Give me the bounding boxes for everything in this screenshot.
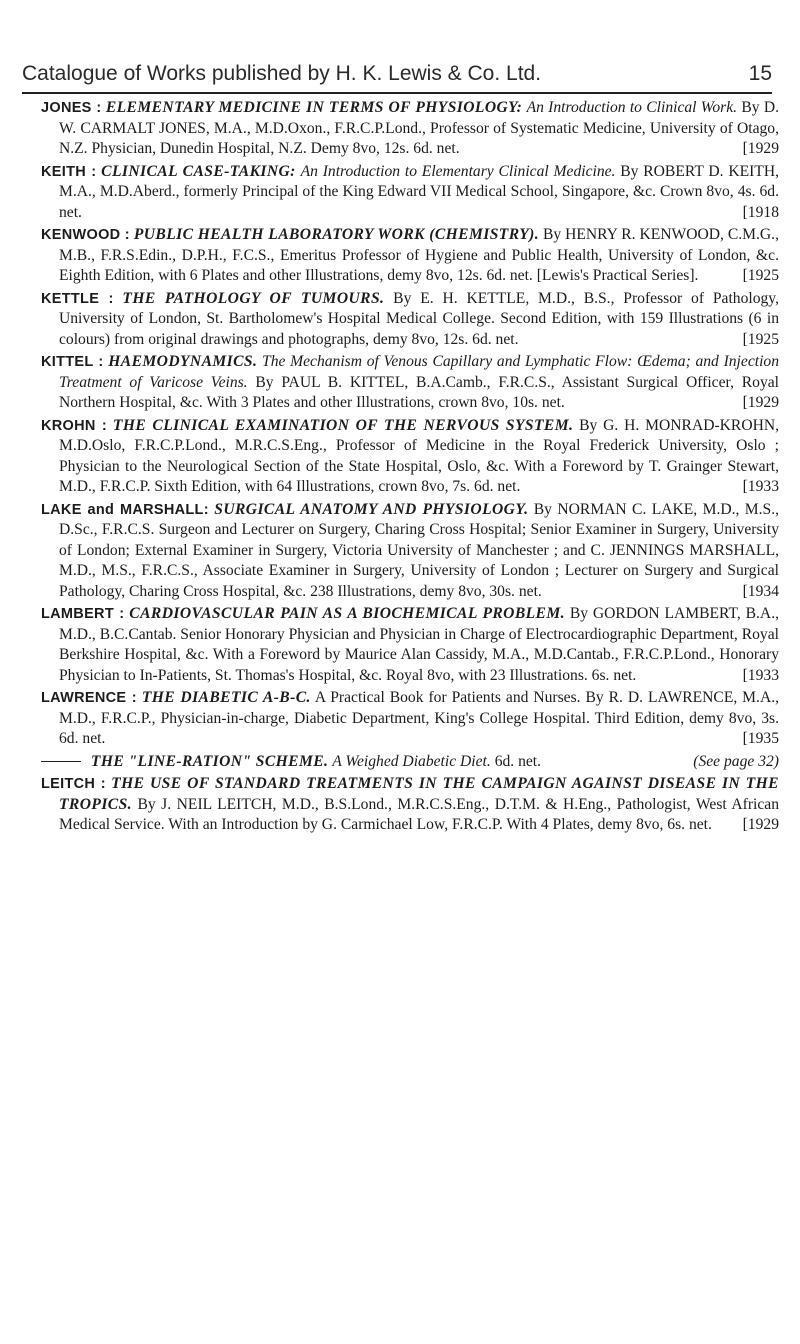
entry-body: By D. W. CARMALT JONES, M.A., M.D.Oxon., F.R.C.P.Lond., Professor of Systematic Medicine, University of Otago, N.Z. Physician, Dunedin Hospital, N.Z. Demy 8vo, 12s. 6d. net. (59, 99, 779, 157)
entry-subtitle: An Introduction to Clinical Work. (526, 99, 738, 116)
entry-title: ELEMENTARY MEDICINE IN TERMS OF PHYSIOLOGY: (105, 99, 523, 116)
entry-title: HAEMODYNAMICS. (108, 353, 258, 370)
entry-author-key: LEITCH : (41, 776, 106, 792)
entry-body: By G. H. MONRAD-KROHN, M.D.Oslo, F.R.C.P.Lond., M.R.C.S.Eng., Professor of Medicine in the Royal Frederick University, Oslo ; Physician to the Neurological Section of the State Hospital, Oslo, &c. With a Foreword by T. Grainger Stewart, M.D., F.R.C.P. Sixth Edition, with 64 Illustrations, crown 8vo, 7s. 6d. net. (59, 416, 779, 495)
entry-author-key: KETTLE : (41, 290, 114, 307)
entry-title: THE PATHOLOGY OF TUMOURS. (122, 289, 385, 307)
catalogue-entry (41, 225, 779, 287)
entry-body: By ROBERT D. KEITH, M.A., M.D.Aberd., formerly Principal of the King Edward VII Medical School, Singapore, &c. Crown 8vo, 4s. 6d. net. (59, 162, 779, 221)
entry-body: By HENRY R. KENWOOD, C.M.G., M.B., F.R.S.Edin., D.P.H., F.C.S., Emeritus Professor of Hygiene and Public Health, University of London, &c. Eighth Edition, with 6 Plates and other Illustrations, demy 8vo, 12s. 6d. net. [Lewis's Practical Series]. (59, 226, 779, 284)
entry-year: [1925 (742, 267, 779, 284)
entry-body: By J. NEIL LEITCH, M.D., B.S.Lond., M.R.C.S.Eng., D.T.M. & H.Eng., Pathologist, West African Medical Service. With an Introduction by G. Carmichael Low, F.R.C.P. With 4 Plates, demy 8vo, 6s. net. (59, 795, 779, 833)
catalogue-entry (41, 774, 779, 836)
entry-body: By GORDON LAMBERT, B.A., M.D., B.C.Cantab. Senior Honorary Physician and Physician in Charge of Electrocardiographic Department, Royal Berkshire Hospital, &c. With a Foreword by Maurice Alan Cassidy, M.A., M.D.Cantab., F.R.C.P.Lond., Honorary Physician to In-Patients, St. Thomas's Hospital, &c. Royal 8vo, with 23 Illustrations. 6s. net. (59, 605, 779, 684)
catalogue-entry (41, 688, 779, 750)
entry-title: THE USE OF STANDARD TREATMENTS IN THE CAMPAIGN AGAINST DISEASE IN THE TROPICS. (59, 775, 779, 813)
entry-body: A Practical Book for Patients and Nurses. By R. D. LAWRENCE, M.A., M.D., F.R.C.P., Physician-in-charge, Diabetic Department, King's College Hospital. Third Edition, demy 8vo, 3s. 6d. net. (59, 689, 780, 747)
page-header (22, 62, 772, 86)
catalogue-entry (41, 416, 779, 498)
entry-title: CARDIOVASCULAR PAIN AS A BIOCHEMICAL PROBLEM. (129, 605, 565, 622)
entry-subtitle: An Introduction to Elementary Clinical Medicine. (300, 162, 616, 180)
entry-title: THE CLINICAL EXAMINATION OF THE NERVOUS SYSTEM. (112, 416, 574, 434)
entry-author-key: LAMBERT : (41, 606, 125, 622)
entry-year: [1918 (742, 203, 779, 221)
catalogue-entries (41, 98, 779, 837)
entry-see-page: (See page 32) (693, 752, 779, 770)
catalogue-entry (41, 604, 779, 686)
entry-year: [1933 (742, 666, 779, 684)
entry-author-key: LAWRENCE : (41, 690, 137, 706)
entry-year: [1929 (742, 394, 779, 411)
entry-author-key: KITTEL : (41, 354, 104, 370)
entry-year: [1933 (742, 478, 779, 495)
entry-title: PUBLIC HEALTH LABORATORY WORK (CHEMISTRY). (133, 226, 540, 243)
entry-body: 6d. net. (494, 752, 542, 770)
entry-body: By E. H. KETTLE, M.D., B.S., Professor of Pathology, University of London, St. Bartholomew's Hospital Medical College. Second Edition, with 159 Illustrations (6 in colours) from original drawings and photographs, demy 8vo, 12s. 6d. net. (59, 289, 779, 348)
catalogue-entry (41, 752, 779, 773)
catalogue-entry (41, 500, 779, 603)
catalogue-entry (41, 352, 779, 414)
entry-author-key: KENWOOD : (41, 227, 130, 243)
entry-subtitle: A Weighed Diabetic Diet. (332, 752, 491, 770)
entry-year: [1934 (742, 582, 779, 600)
entry-author-key: JONES : (41, 100, 102, 116)
entry-author-key: KEITH : (41, 163, 97, 180)
entry-year: [1929 (742, 816, 779, 833)
entry-title: CLINICAL CASE-TAKING: (101, 162, 296, 180)
entry-body: By PAUL B. KITTEL, B.A.Camb., F.R.C.S., Assistant Surgical Officer, Royal Northern Hospital, &c. With 3 Plates and other Illustrations, crown 8vo, 10s. net. (59, 373, 779, 411)
entry-body: By NORMAN C. LAKE, M.D., M.S., D.Sc., F.R.C.S. Surgeon and Lecturer on Surgery, Charing Cross Hospital; Senior Examiner in Surgery, University of London; External Examiner in Surgery, Victoria University of Manchester ; and C. JENNINGS MARSHALL, M.D., M.S., F.R.C.S., Associate Examiner in Surgery, University of London ; Lecturer on Surgery and Surgical Pathology, Charing Cross Hospital, &c. 238 Illustrations, demy 8vo, 30s. net. (59, 500, 780, 600)
header-rule (22, 92, 772, 94)
entry-author-key: LAKE and MARSHALL: (41, 501, 209, 518)
catalogue-entry (41, 289, 779, 351)
entry-author-key: KROHN : (41, 417, 108, 434)
running-title: Catalogue of Works published by H. K. Lewis & Co. Ltd. (22, 62, 542, 85)
catalogue-entry (41, 98, 779, 160)
entry-title: THE DIABETIC A-B-C. (141, 689, 311, 706)
entry-title: THE "LINE-RATION" SCHEME. (90, 752, 329, 770)
entry-year: [1929 (742, 140, 779, 157)
page-number: 15 (748, 62, 772, 85)
catalogue-entry (41, 162, 779, 224)
entry-year: [1925 (742, 330, 779, 348)
entry-title: SURGICAL ANATOMY AND PHYSIOLOGY. (214, 500, 529, 518)
entry-subtitle: The Mechanism of Venous Capillary and Lymphatic Flow: Œdema; and Injection Treatment of Varicose Veins. (59, 353, 779, 391)
ditto-dash (41, 761, 81, 762)
entry-year: [1935 (742, 730, 779, 747)
